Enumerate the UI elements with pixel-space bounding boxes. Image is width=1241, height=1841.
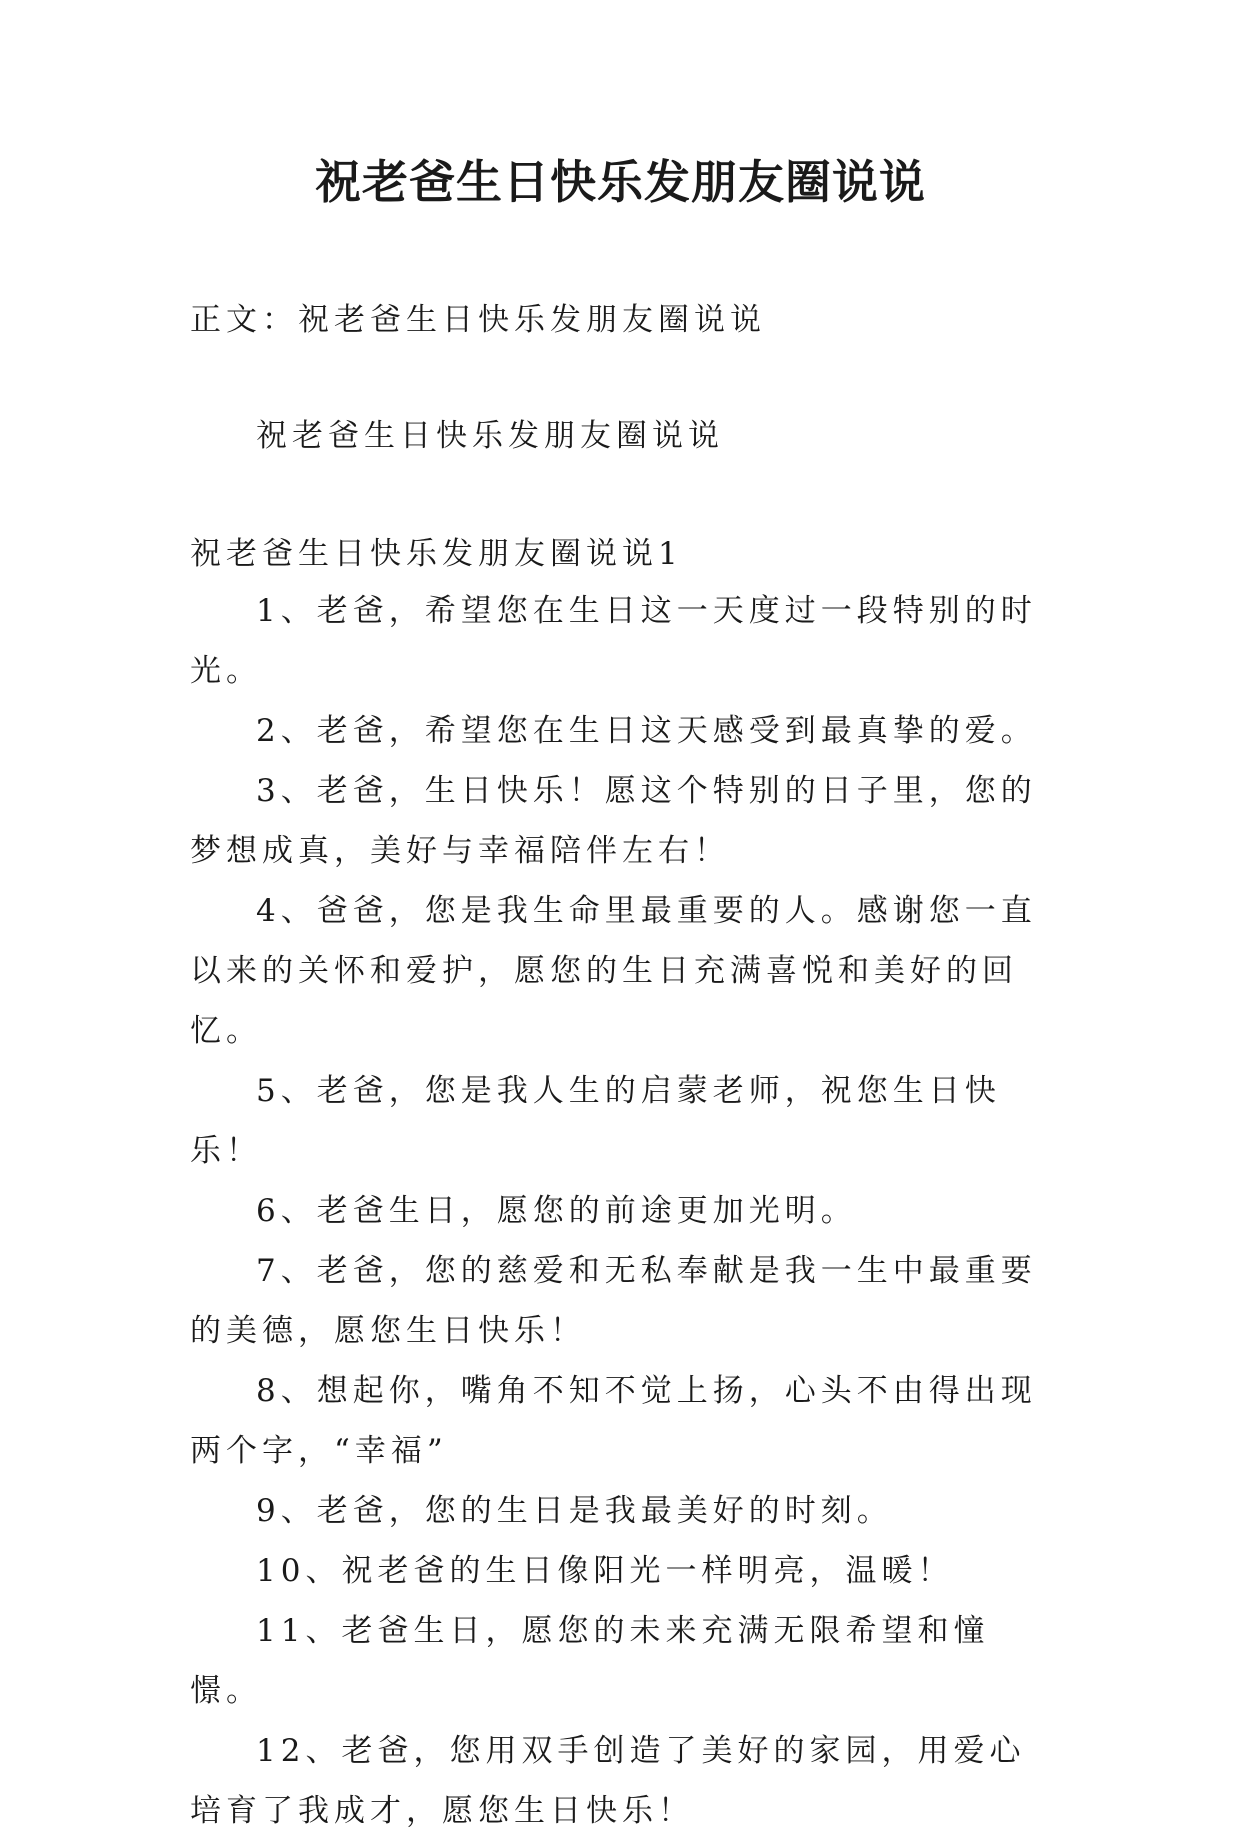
- section-heading: 祝老爸生日快乐发朋友圈说说1: [190, 536, 683, 572]
- list-item: 12、老爸，您用双手创造了美好的家园，用爱心培育了我成才，愿您生日快乐！: [190, 1733, 1026, 1829]
- list-item: 6、老爸生日，愿您的前途更加光明。: [256, 1193, 857, 1229]
- list-item: 5、老爸，您是我人生的启蒙老师，祝您生日快乐！: [190, 1073, 1001, 1169]
- list-item: 9、老爸，您的生日是我最美好的时刻。: [256, 1493, 893, 1529]
- wish-list: [190, 581, 1060, 1841]
- list-item: 3、老爸，生日快乐！愿这个特别的日子里，您的梦想成真，美好与幸福陪伴左右！: [190, 773, 1037, 869]
- list-item: 2、老爸，希望您在生日这天感受到最真挚的爱。: [256, 713, 1037, 749]
- document-title: 祝老爸生日快乐发朋友圈说说: [315, 155, 926, 209]
- list-item: 11、老爸生日，愿您的未来充满无限希望和憧憬。: [190, 1613, 990, 1709]
- list-item: 4、爸爸，您是我生命里最重要的人。感谢您一直以来的关怀和爱护，愿您的生日充满喜悦和美好的回忆。: [190, 893, 1037, 1049]
- list-item: 10、祝老爸的生日像阳光一样明亮，温暖！: [256, 1553, 954, 1589]
- intro-line: 正文：祝老爸生日快乐发朋友圈说说: [190, 302, 766, 338]
- subtitle-line: 祝老爸生日快乐发朋友圈说说: [256, 418, 724, 454]
- list-item: 1、老爸，希望您在生日这一天度过一段特别的时光。: [190, 593, 1037, 689]
- list-item: 7、老爸，您的慈爱和无私奉献是我一生中最重要的美德，愿您生日快乐！: [190, 1253, 1037, 1349]
- list-item: 8、想起你，嘴角不知不觉上扬，心头不由得出现两个字，“幸福”: [190, 1373, 1037, 1469]
